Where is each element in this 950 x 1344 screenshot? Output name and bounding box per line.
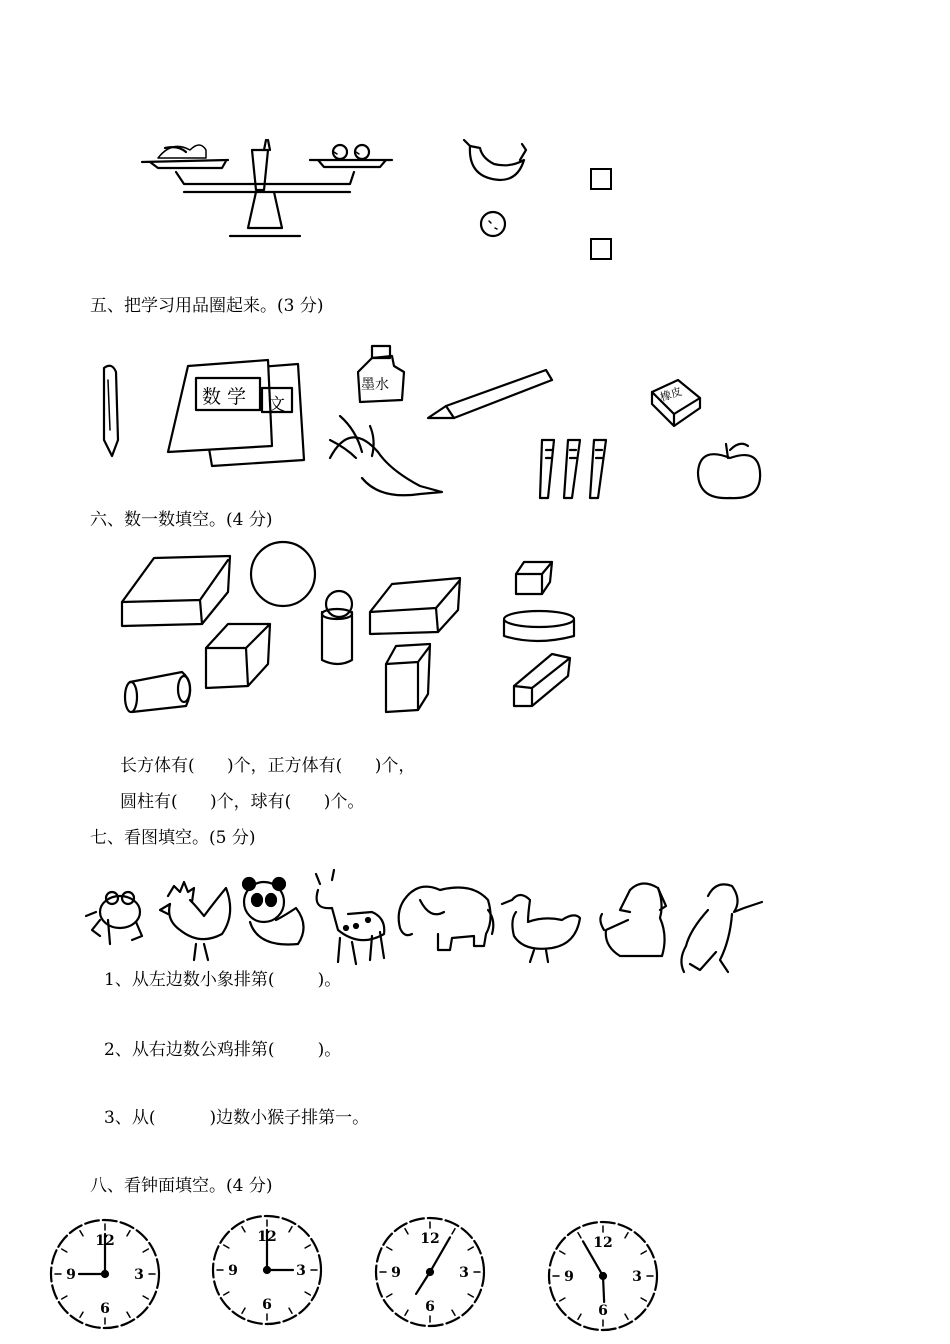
clock-face-4 [549, 1222, 657, 1330]
book2-label: 文 [268, 395, 285, 415]
clock-numeral: 9 [66, 1267, 76, 1283]
section7-q1: 1、从左边数小象排第( )。 [104, 970, 342, 990]
ink-label: 墨水 [361, 377, 389, 393]
clock-numeral: 12 [95, 1233, 115, 1249]
section6-line1: 长方体有( )个，正方体有( )个， [120, 756, 416, 776]
section7-q3: 3、从( )边数小猴子排第一。 [104, 1108, 370, 1128]
section6-title: 六、数一数填空。(4 分) [90, 510, 273, 530]
book1-label: 数学 [202, 386, 253, 408]
section5-title: 五、把学习用品圈起来。(3 分) [90, 296, 324, 316]
clock-numeral: 9 [564, 1269, 574, 1285]
clock-numeral: 12 [257, 1229, 277, 1245]
section8-title: 八、看钟面填空。(4 分) [90, 1176, 273, 1196]
section7-q2: 2、从右边数公鸡排第( )。 [104, 1040, 342, 1060]
clock-numeral: 3 [459, 1265, 469, 1281]
clock-numeral: 3 [632, 1269, 642, 1285]
section6-line2: 圆柱有( )个，球有( )个。 [120, 792, 365, 812]
clock-numeral: 6 [425, 1299, 435, 1315]
clock-face-2 [213, 1216, 321, 1324]
clock-numeral: 3 [134, 1267, 144, 1283]
clock-numeral: 6 [262, 1297, 272, 1313]
clock-numeral: 9 [391, 1265, 401, 1281]
clock-numeral: 6 [598, 1303, 608, 1319]
clock-face-3 [376, 1218, 484, 1326]
clock-numeral: 3 [296, 1263, 306, 1279]
clock-numeral: 12 [593, 1235, 613, 1251]
eraser-label: 橡皮 [658, 384, 684, 405]
section7-title: 七、看图填空。(5 分) [90, 828, 256, 848]
clock-numeral: 6 [100, 1301, 110, 1317]
clock-face-1 [51, 1220, 159, 1328]
clock-numeral: 9 [228, 1263, 238, 1279]
clock-numeral: 12 [420, 1231, 440, 1247]
